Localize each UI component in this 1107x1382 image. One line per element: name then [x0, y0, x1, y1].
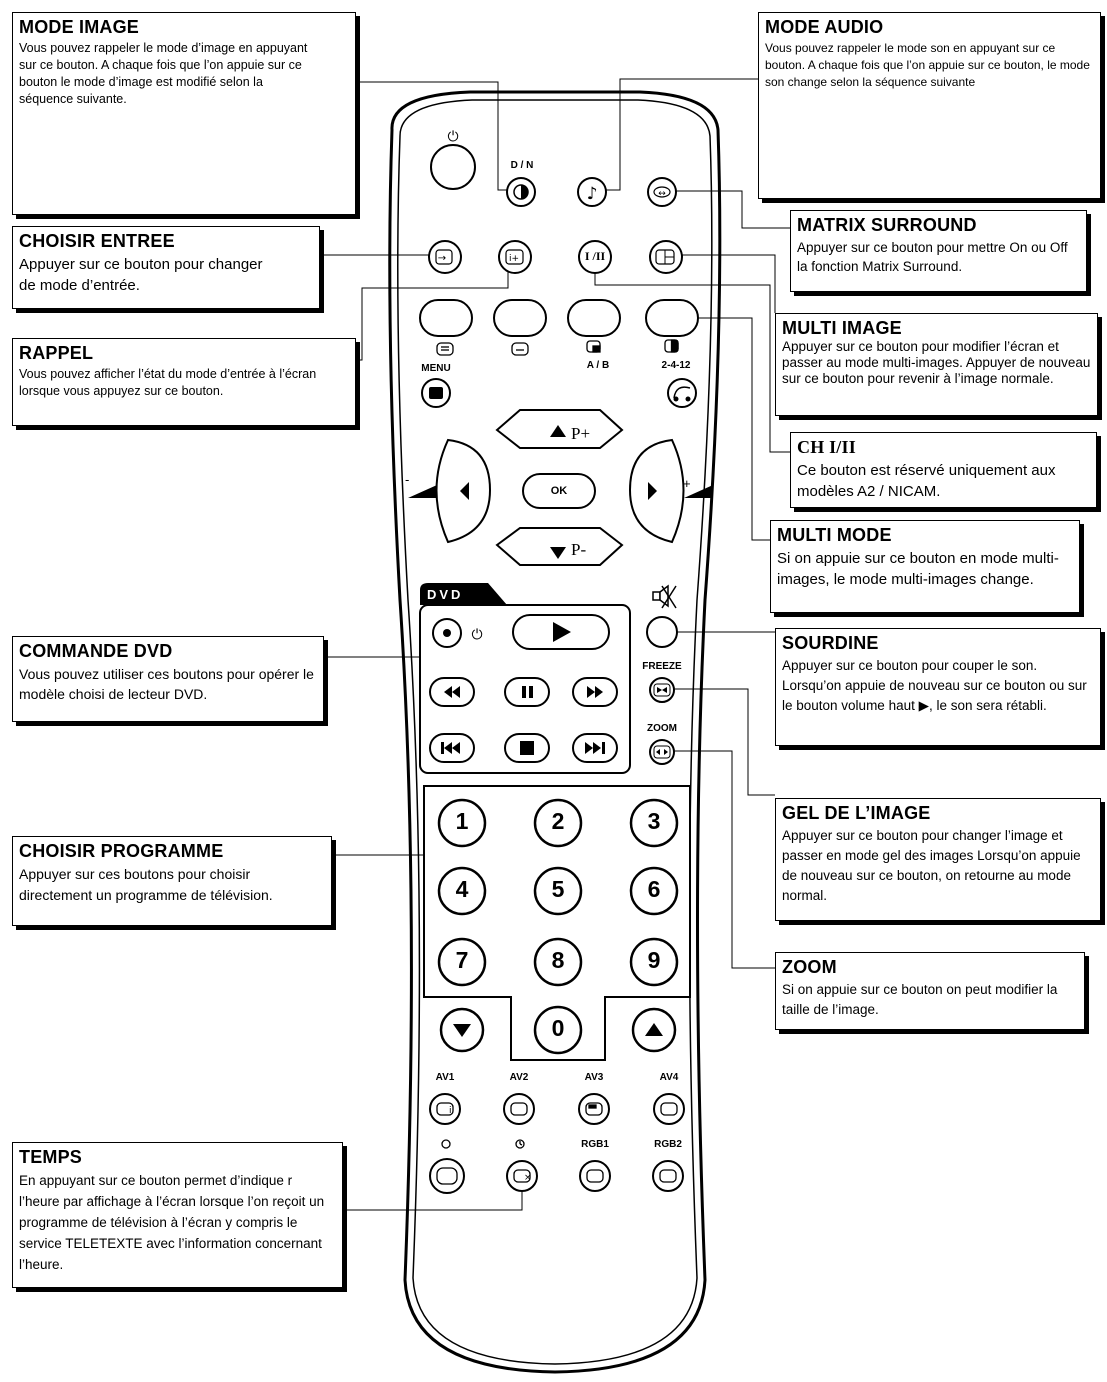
callout-title: MATRIX SURROUND — [797, 215, 977, 235]
digit-label: 4 — [455, 876, 469, 902]
multi-image-button[interactable] — [650, 241, 682, 273]
av3-label: AV3 — [584, 1072, 604, 1083]
callout-title: CHOISIR ENTREE — [19, 231, 175, 251]
svg-text:♪: ♪ — [586, 184, 598, 204]
callout-choisir-entree — [12, 226, 320, 309]
callout-title: MULTI IMAGE — [782, 318, 902, 338]
menu-button[interactable] — [422, 379, 450, 407]
callout-text: Si on appuie sur ce bouton en mode multi-images, le mode multi-images change. — [777, 550, 1059, 588]
svg-text:⏻: ⏻ — [447, 129, 459, 145]
callout-text: Vous pouvez utiliser ces boutons pour opérer le modèle choisi de lecteur DVD. — [19, 666, 314, 702]
rgb2-label: RGB2 — [654, 1139, 682, 1150]
av2-label: AV2 — [509, 1072, 529, 1083]
callout-title: CH I/II — [797, 437, 856, 457]
callout-title: MULTI MODE — [777, 525, 892, 545]
rgb2-button[interactable] — [653, 1161, 683, 1191]
av1-label: AV1 — [435, 1072, 455, 1083]
callout-title: RAPPEL — [19, 343, 94, 363]
callout-title: GEL DE L’IMAGE — [782, 803, 931, 823]
callout-text: Si on appuie sur ce bouton on peut modifier la taille de l’image. — [782, 982, 1058, 1017]
digit-label: 9 — [647, 947, 661, 973]
picture-mode-button[interactable] — [507, 178, 535, 206]
callout-sourdine — [775, 628, 1101, 746]
callout-text: Vous pouvez rappeler le mode son en appuyant sur ce bouton. A chaque fois que l’on appuie sur ce bouton, le mode son change selon la séquence suivante — [765, 41, 1090, 89]
svg-text:i+: i+ — [508, 254, 520, 264]
rgb1-button[interactable] — [580, 1161, 610, 1191]
av1-button[interactable] — [430, 1094, 460, 1124]
audio-mode-button[interactable] — [578, 178, 606, 206]
callout-ch-i-ii — [790, 432, 1097, 508]
callout-title: MODE IMAGE — [19, 17, 140, 37]
callout-title: SOURDINE — [782, 633, 879, 653]
dvd-pause-button[interactable] — [505, 678, 549, 706]
blue-oval-button[interactable] — [646, 300, 698, 336]
callout-multi-mode — [770, 520, 1080, 613]
digit-label: 5 — [551, 876, 565, 902]
mute-button[interactable] — [647, 617, 677, 647]
callout-text: Vous pouvez afficher l’état du mode d’entrée à l’écran lorsque vous appuyez sur ce bouton. — [19, 367, 317, 398]
ok-label: OK — [550, 485, 568, 497]
svg-text:→: → — [437, 253, 447, 264]
svg-text:⏻: ⏻ — [471, 627, 483, 643]
multi-label: 2-4-12 — [661, 360, 691, 371]
callout-text: En appuyant sur ce bouton permet d’indique r l’heure par affichage à l’écran lorsque l’on reçoit un programme de télévision à l’écran y compris le service TELETEXTE avec l’information concernant l’heure. — [19, 1173, 325, 1272]
callout-title: MODE AUDIO — [765, 17, 884, 37]
callout-text: Ce bouton est réservé uniquement aux modèles A2 / NICAM. — [797, 462, 1056, 500]
callout-text: Appuyer sur ce bouton pour couper le son. Lorsqu’on appuie de nouveau sur ce bouton ou sur le bouton volume haut ▶, le son sera rétabli. — [782, 658, 1087, 713]
callout-choisir-programme — [12, 836, 332, 926]
svg-text:i: i — [449, 1106, 452, 1116]
return-button[interactable] — [668, 379, 696, 407]
callout-mode-audio — [758, 12, 1101, 199]
callout-text: Appuyer sur ce bouton pour changer de mode d’entrée. — [19, 256, 263, 294]
red-oval-button[interactable] — [420, 300, 472, 336]
rgb1-label: RGB1 — [581, 1139, 609, 1150]
callout-temps — [12, 1142, 343, 1288]
av4-label: AV4 — [659, 1072, 679, 1083]
recall-button[interactable] — [499, 241, 531, 273]
digit-label: 2 — [551, 808, 565, 834]
freeze-button[interactable] — [650, 678, 674, 702]
ab-label: A / B — [586, 360, 610, 371]
callout-multi-image — [775, 313, 1098, 416]
callout-gel-image — [775, 798, 1101, 921]
digit-label: 1 — [455, 808, 469, 834]
callout-mode-image — [12, 12, 356, 215]
dvd-play-button[interactable] — [513, 615, 609, 649]
channel-up-button[interactable] — [633, 1009, 675, 1051]
callout-matrix-surround — [790, 210, 1087, 292]
time-button[interactable] — [507, 1161, 537, 1191]
zoom-label: ZOOM — [647, 723, 677, 734]
dvd-label: DVD — [427, 587, 464, 602]
menu-label: MENU — [421, 363, 451, 374]
callout-text: Appuyer sur ce bouton pour changer l’image et passer en mode gel des images Lorsqu’on appuie de nouveau sur ce bouton, on retourne au mode normal. — [782, 828, 1081, 903]
channel-down-button[interactable] — [441, 1009, 483, 1051]
yellow-oval-button[interactable] — [568, 300, 620, 336]
callout-text: Appuyer sur ces boutons pour choisir directement un programme de télévision. — [19, 866, 273, 903]
svg-text:↔: ↔ — [658, 189, 666, 199]
p-minus-label: P- — [571, 540, 587, 559]
av3-button[interactable] — [579, 1094, 609, 1124]
green-oval-button[interactable] — [494, 300, 546, 336]
surround-button[interactable] — [648, 178, 676, 206]
input-select-button[interactable] — [429, 241, 461, 273]
callout-title: ZOOM — [782, 957, 837, 977]
p-plus-label: P+ — [571, 424, 591, 443]
digit-label: 6 — [647, 876, 661, 902]
digit-label: 7 — [455, 947, 469, 973]
teletext-button[interactable] — [430, 1159, 464, 1193]
callout-text: Appuyer sur ce bouton pour mettre On ou Off la fonction Matrix Surround. — [797, 240, 1068, 274]
freeze-label: FREEZE — [642, 661, 682, 672]
dn-label: D / N — [510, 160, 534, 171]
callout-zoom — [775, 952, 1085, 1030]
av4-button[interactable] — [654, 1094, 684, 1124]
callout-title: TEMPS — [19, 1147, 83, 1167]
zoom-button[interactable] — [650, 740, 674, 764]
digit-label: 3 — [647, 808, 661, 834]
callout-text: Appuyer sur ce bouton pour modifier l’écran et passer au mode multi-images. Appuyer de nouveau sur ce bouton pour revenir à l’image normale. — [782, 339, 1091, 386]
p-minus-button[interactable] — [497, 528, 622, 565]
ch-i-ii-label: I /II — [584, 249, 606, 263]
callout-rappel — [12, 338, 356, 426]
callout-commande-dvd — [12, 636, 324, 722]
callout-title: CHOISIR PROGRAMME — [19, 841, 224, 861]
callout-text: Vous pouvez rappeler le mode d’image en appuyant sur ce bouton. A chaque fois que l’on appuie sur ce bouton le mode d’image est modifié selon la séquence suivante. — [19, 41, 308, 106]
av2-button[interactable] — [504, 1094, 534, 1124]
svg-text:×: × — [524, 1173, 532, 1183]
volume-plus-label: + — [683, 476, 691, 491]
digit-label: 0 — [551, 1015, 565, 1041]
digit-label: 8 — [551, 947, 565, 973]
callout-title: COMMANDE DVD — [19, 641, 173, 661]
volume-minus-label: - — [405, 472, 410, 487]
